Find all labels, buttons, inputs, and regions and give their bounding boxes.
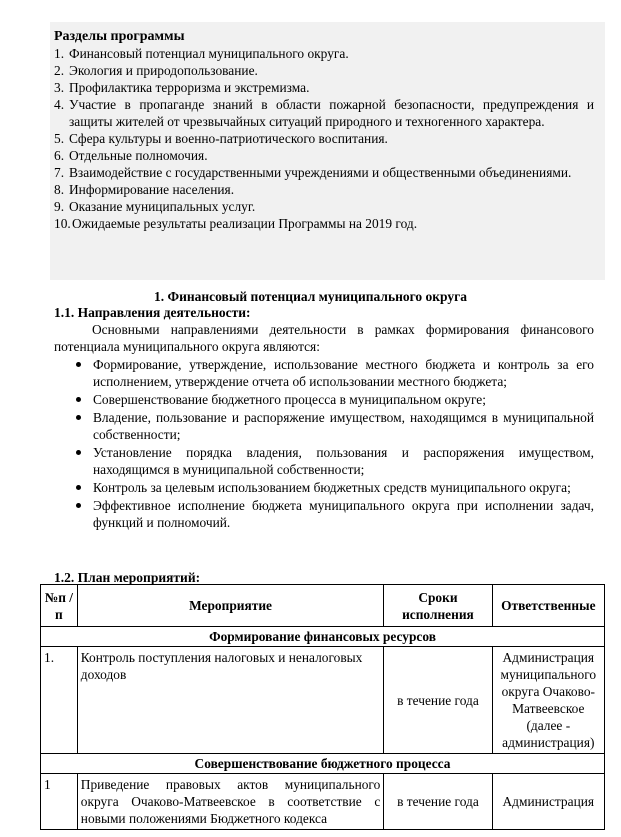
bullet-icon bbox=[76, 450, 81, 455]
list-item: Совершенствование бюджетного процесса в муниципальном округе; bbox=[76, 391, 594, 408]
group-row bbox=[41, 627, 605, 647]
toc-list bbox=[54, 45, 594, 232]
header-term: Сроки исполнения bbox=[384, 585, 492, 627]
section-heading: 1. Финансовый потенциал муниципального округа bbox=[153, 289, 468, 304]
bullet-icon bbox=[76, 503, 81, 508]
cell-num: 1 bbox=[41, 774, 78, 830]
cell-term: в течение года bbox=[384, 774, 492, 830]
list-item: Эффективное исполнение бюджета муниципального округа при исполнении задач, функций и полномочий. bbox=[76, 497, 594, 531]
cell-activity: Контроль поступления налоговых и неналоговых доходов bbox=[77, 647, 384, 754]
toc-item: 5. Сфера культуры и военно-патриотического воспитания. bbox=[54, 131, 388, 146]
bullet-icon bbox=[76, 362, 81, 367]
list-item: Контроль за целевым использованием бюджетных средств муниципального округа; bbox=[76, 479, 594, 496]
header-activity: Мероприятие bbox=[77, 585, 384, 627]
cell-num: 1. bbox=[41, 647, 78, 754]
toc-item: 7. Взаимодействие с государственными учреждениями и общественными объединениями. bbox=[54, 165, 572, 180]
bullet-icon bbox=[76, 485, 81, 490]
subsection-heading: 1.1. Направления деятельности: bbox=[54, 305, 251, 320]
table-row bbox=[41, 647, 605, 754]
list-item: Установление порядка владения, пользования и распоряжения имуществом, находящимся в муниципальной собственности; bbox=[76, 444, 594, 478]
directions-list bbox=[76, 356, 594, 532]
toc-item: 4. Участие в пропаганде знаний в области пожарной безопасности, предупреждения и защиты жителей от чрезвычайных ситуаций природного и техногенного характера. bbox=[54, 97, 594, 129]
list-item: Владение, пользование и распоряжение имуществом, находящимся в муниципальной собственности; bbox=[76, 409, 594, 443]
toc-item: 8. Информирование населения. bbox=[54, 182, 235, 197]
list-item: Формирование, утверждение, использование местного бюджета и контроль за его исполнением, утверждение отчета об использовании местного бюджета; bbox=[76, 356, 594, 390]
table-row bbox=[41, 774, 605, 830]
toc-title: Разделы программы bbox=[54, 29, 185, 44]
header-num: №п /п bbox=[41, 585, 78, 627]
bullet-icon bbox=[76, 415, 81, 420]
intro-paragraph: Основными направлениями деятельности в рамках формирования финансового потенциала муниципального округа являются: bbox=[54, 322, 594, 354]
toc-item: 10. Ожидаемые результаты реализации Программы на 2019 год. bbox=[54, 216, 418, 231]
toc-item: 2. Экология и природопользование. bbox=[54, 63, 258, 78]
cell-responsible: Администрация муниципального округа Очаково-Матвеевское (далее - администрация) bbox=[492, 647, 604, 754]
page-bottom-edge bbox=[0, 832, 621, 837]
cell-term: в течение года bbox=[384, 647, 492, 754]
toc-item: 6. Отдельные полномочия. bbox=[54, 148, 208, 163]
toc-item: 9. Оказание муниципальных услуг. bbox=[54, 199, 256, 214]
group-title: Совершенствование бюджетного процесса bbox=[41, 754, 605, 774]
group-title: Формирование финансовых ресурсов bbox=[41, 627, 605, 647]
toc-item: 1. Финансовый потенциал муниципального округа. bbox=[54, 46, 349, 61]
cell-responsible: Администрация bbox=[492, 774, 604, 830]
plan-table bbox=[40, 584, 605, 830]
cell-activity: Приведение правовых актов муниципального округа Очаково-Матвеевское в соответствие с новыми положениями Бюджетного кодекса bbox=[77, 774, 384, 830]
subsection-heading: 1.2. План мероприятий: bbox=[54, 570, 201, 585]
table-header-row bbox=[41, 585, 605, 627]
group-row bbox=[41, 754, 605, 774]
bullet-icon bbox=[76, 397, 81, 402]
header-responsible: Ответственные bbox=[492, 585, 604, 627]
toc-item: 3. Профилактика терроризма и экстремизма. bbox=[54, 80, 310, 95]
